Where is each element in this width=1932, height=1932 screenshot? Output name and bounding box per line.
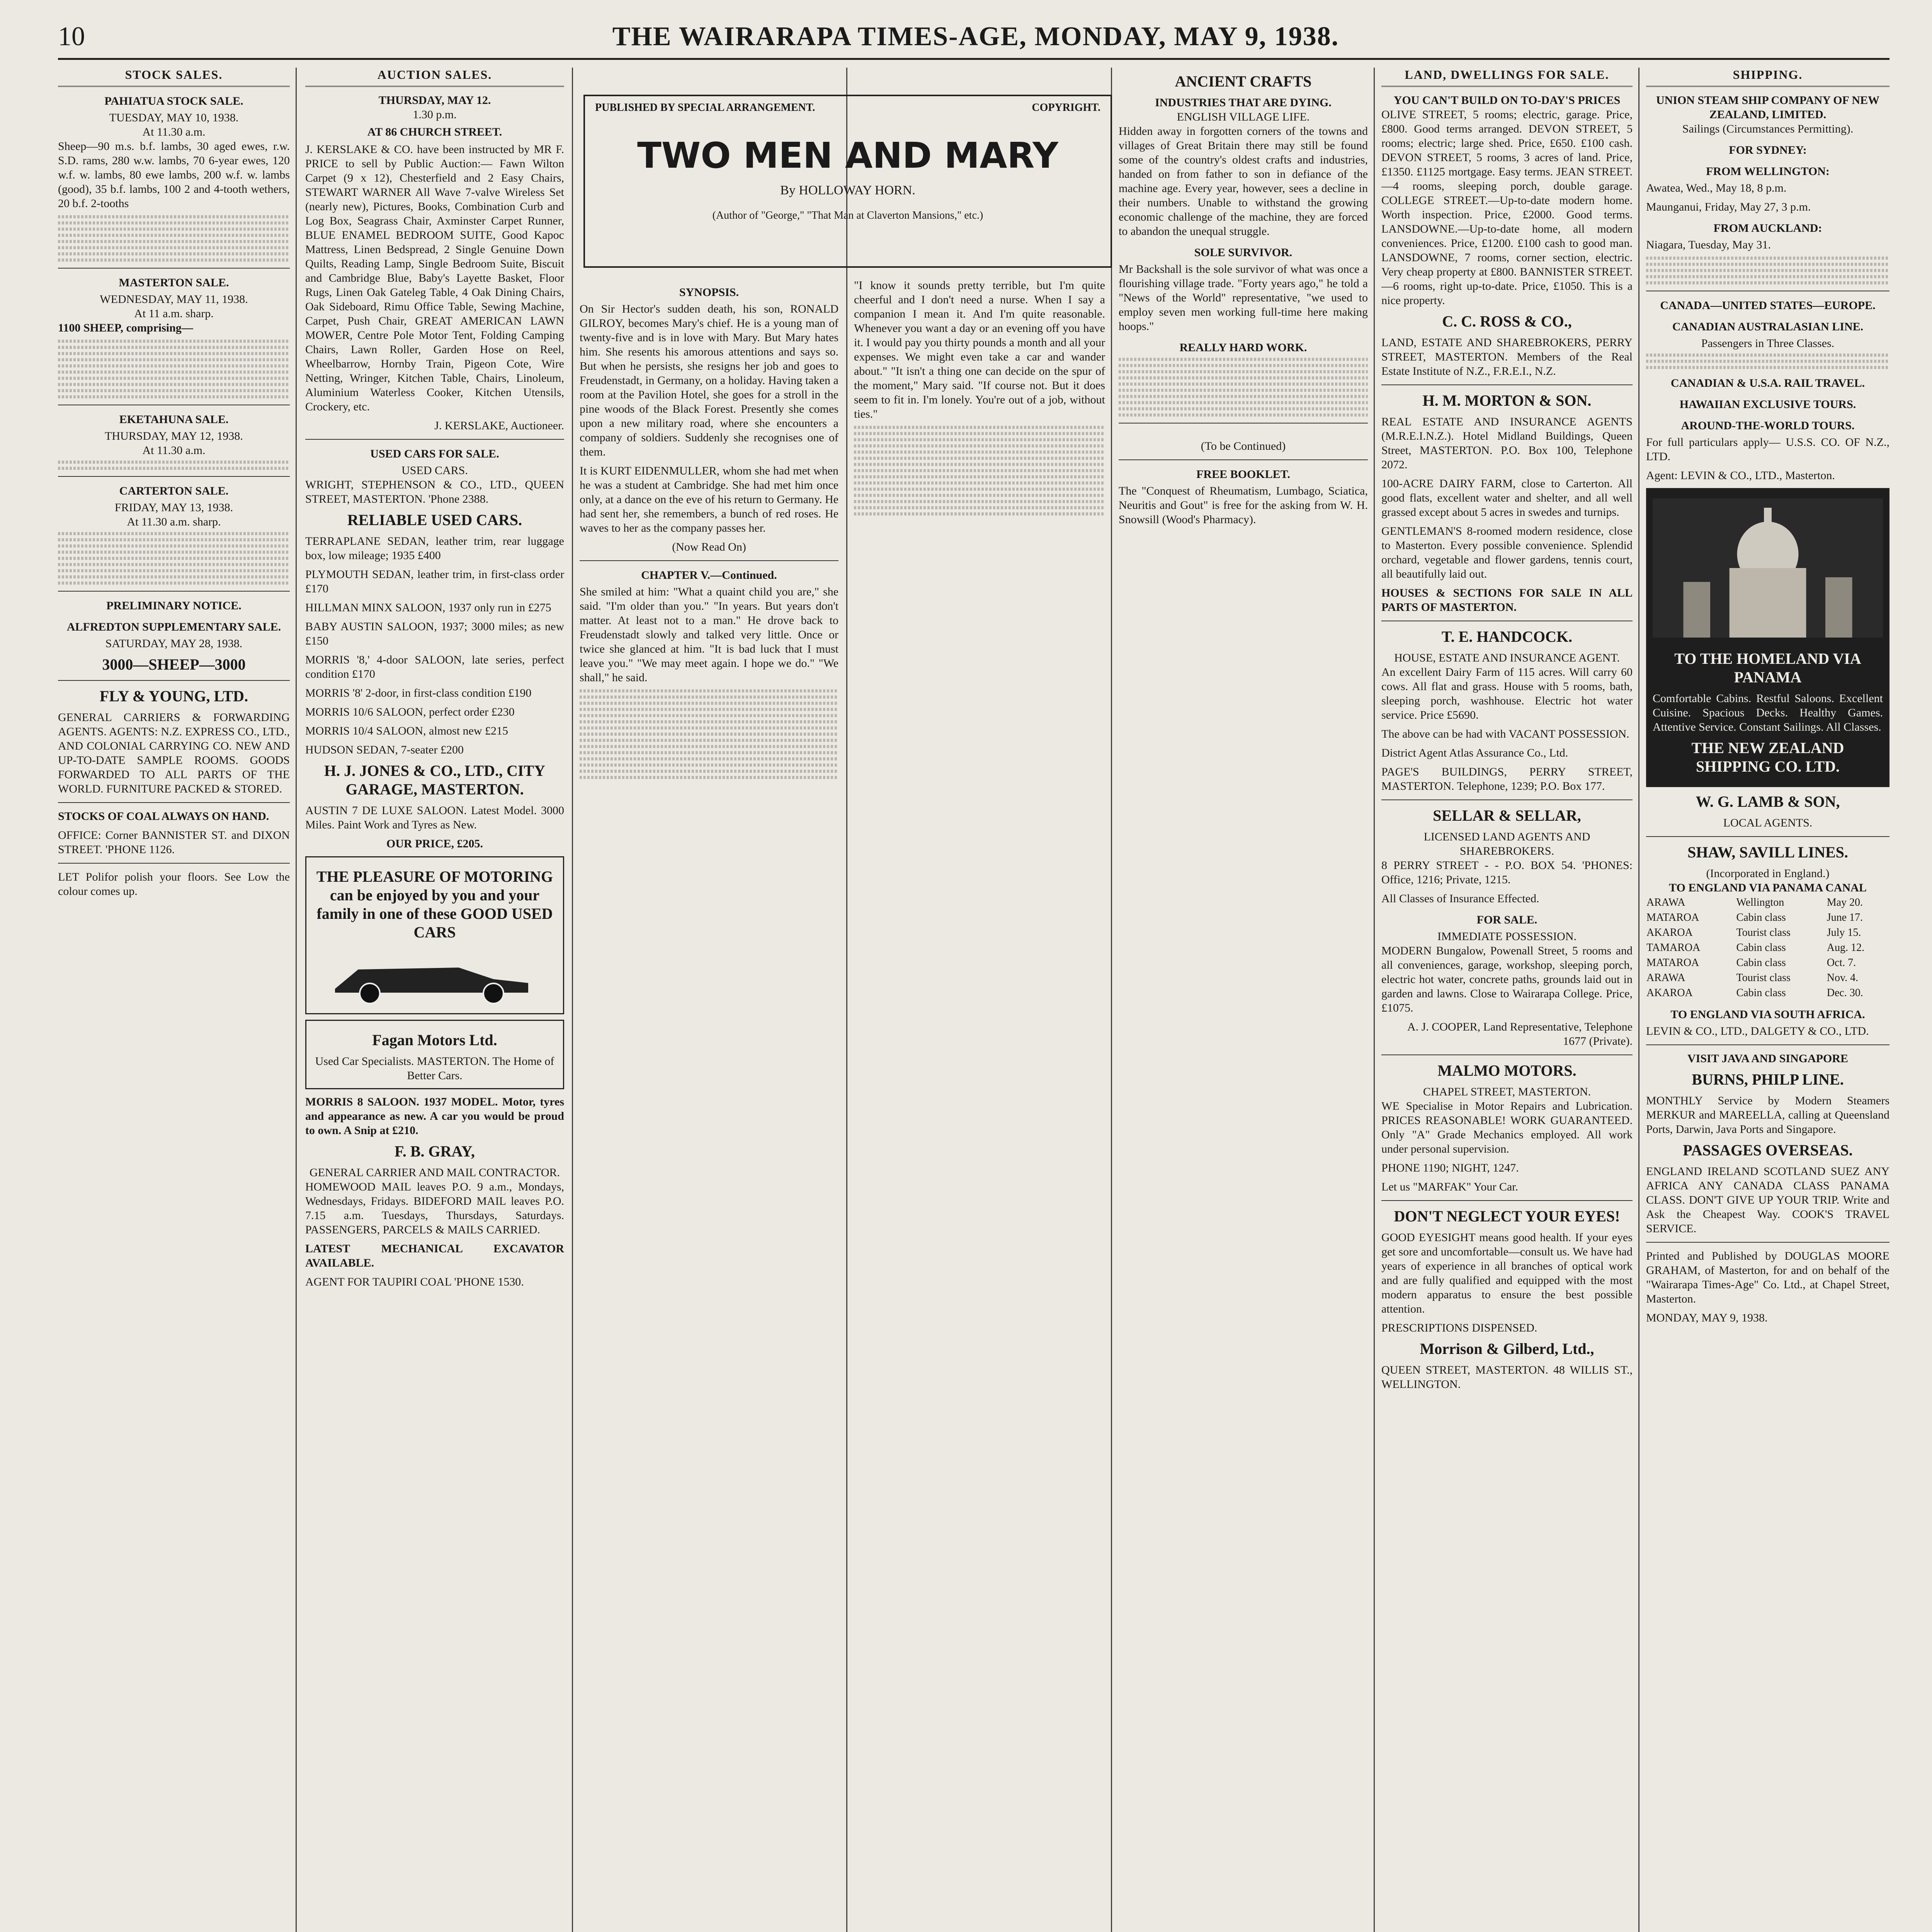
london-skyline-illustration — [1653, 498, 1883, 638]
handcock-body: An excellent Dairy Farm of 115 acres. Will carry 60 cows. All flat and grass. House with 5 rooms, bath, sleeping porch, washhouse. Electric hot water service. Price £5690. — [1381, 666, 1633, 721]
story-column-1 — [580, 278, 838, 1932]
ship-name: AKAROA — [1646, 987, 1693, 999]
copyright-note: COPYRIGHT. — [1032, 102, 1100, 114]
for-sale: FOR SALE. — [1476, 913, 1537, 926]
ship-date: May 20. — [1827, 896, 1863, 908]
fb-gray-sub: GENERAL CARRIER AND MAIL CONTRACTOR. — [309, 1166, 560, 1179]
car-item: MORRIS 10/4 SALOON, almost new £215 — [305, 724, 509, 737]
car-item: MORRIS 10/6 SALOON, perfect order £230 — [305, 706, 515, 718]
hawaiian-tours: HAWAIIAN EXCLUSIVE TOURS. — [1679, 398, 1856, 411]
immediate-possession: IMMEDIATE POSSESSION. — [1437, 930, 1577, 943]
austin-ad: AUSTIN 7 DE LUXE SALOON. Latest Model. 3000 Miles. Paint Work and Tyres as New. — [305, 804, 564, 831]
pages-buildings: PAGE'S BUILDINGS, PERRY STREET, MASTERTON. Telephone, 1239; P.O. Box 177. — [1381, 765, 1633, 793]
table-row — [1646, 970, 1889, 985]
pahiatua-time: At 11.30 a.m. — [142, 126, 206, 138]
pahiatua-items: Sheep—90 m.s. b.f. lambs, 30 aged ewes, r.w. S.D. rams, 280 w.w. lambs, 70 6-year ewes, 120 w.f. w. lambs, 80 ewe lambs, 200 w.f. w. lambs (good), 35 b.f. lambs, 100 2 and 4-tooth wethers, 20 b.f. 2-tooths — [58, 140, 290, 210]
fly-young-body: GENERAL CARRIERS & FORWARDING AGENTS. AGENTS: N.Z. EXPRESS CO., LTD., AND COLONIAL CARRYING CO. NEW AND UP-TO-DATE SAMPLE ROOMS. GOODS FORWARDED TO ALL PARTS OF THE WORLD. FURNITURE PACKED & STORED. — [58, 711, 290, 795]
pleasure-of-motoring-ad — [305, 856, 564, 1014]
pahiatua-title: PAHIATUA STOCK SALE. — [104, 95, 243, 107]
malmo-title: MALMO MOTORS. — [1437, 1062, 1577, 1079]
eketahuna-date: THURSDAY, MAY 12, 1938. — [105, 430, 243, 442]
three-classes: Passengers in Three Classes. — [1701, 337, 1835, 350]
carterton-title: CARTERTON SALE. — [119, 485, 229, 497]
car-illustration — [312, 946, 544, 1004]
crafts-sub-2: ENGLISH VILLAGE LIFE. — [1177, 111, 1310, 123]
fb-gray-title: F. B. GRAY, — [395, 1143, 475, 1160]
ship-class: Tourist class — [1736, 972, 1791, 984]
chapter-heading: CHAPTER V.—Continued. — [641, 569, 777, 582]
coal-notice: STOCKS OF COAL ALWAYS ON HAND. — [58, 810, 269, 823]
nzsc-title: THE NEW ZEALAND SHIPPING CO. LTD. — [1691, 739, 1844, 775]
passages-body: ENGLAND IRELAND SCOTLAND SUEZ ANY AFRICA ANY CANADA CLASS PANAMA CLASS. DON'T GIVE UP YOUR TRIP. Write and Ask the Cheapest Way. COOK'S TRAVEL SERVICE. — [1646, 1165, 1889, 1235]
ship-name: AKAROA — [1646, 927, 1693, 939]
eketahuna-title: EKETAHUNA SALE. — [119, 413, 229, 426]
shaw-sub: (Incorporated in England.) — [1706, 867, 1830, 880]
burns-body: MONTHLY Service by Modern Steamers MERKUR and MAREELLA, calling at Queensland Ports, Darwin, Java Ports and Singapore. — [1646, 1094, 1889, 1136]
serial-author-note: (Author of "George," "That Man at Claverton Mansions," etc.) — [712, 209, 983, 221]
taupiri-coal: AGENT FOR TAUPIRI COAL 'PHONE 1530. — [305, 1276, 524, 1288]
table-row — [1646, 955, 1889, 970]
carterton-time: At 11.30 a.m. sharp. — [127, 515, 221, 528]
homeland-title: TO THE HOMELAND VIA PANAMA — [1674, 650, 1861, 686]
table-row — [1646, 910, 1889, 925]
from-auckland: FROM AUCKLAND: — [1713, 222, 1822, 235]
chapter-text: She smiled at him: "What a quaint child you are," she said. "I'm older than you." "In years. But years don't matter. At least not to a man." He drove back to Freudenstadt slowly and talked very little. Once or twice she glanced at him. "It is bad luck that I must leave you." "We may meet again. I hope we do." "We shall," he said. — [580, 585, 838, 684]
column-rule — [572, 68, 573, 1932]
malmo-phone: PHONE 1190; NIGHT, 1247. — [1381, 1162, 1519, 1174]
union-company: UNION STEAM SHIP COMPANY OF NEW ZEALAND, LIMITED. — [1656, 94, 1880, 121]
particulars: For full particulars apply— U.S.S. CO. OF N.Z., LTD. — [1646, 436, 1889, 463]
ship-name: ARAWA — [1646, 972, 1685, 984]
district-agent: District Agent Atlas Assurance Co., Ltd. — [1381, 747, 1568, 759]
niagara-sailing: Niagara, Tuesday, May 31. — [1646, 238, 1771, 251]
maunganui-sailing: Maunganui, Friday, May 27, 3 p.m. — [1646, 201, 1811, 213]
table-row — [1646, 925, 1889, 940]
morton-title: H. M. MORTON & SON. — [1422, 392, 1592, 409]
ship-date: Dec. 30. — [1827, 987, 1863, 999]
hj-jones: H. J. JONES & CO., LTD., CITY GARAGE, MASTERTON. — [324, 762, 545, 798]
ship-date: Oct. 7. — [1827, 957, 1856, 969]
canadian-line: CANADIAN AUSTRALASIAN LINE. — [1672, 320, 1864, 333]
dairy-farm: 100-ACRE DAIRY FARM, close to Carterton. All good flats, excellent water and shelter, and all well grassed except about 5 acres in swedes and turnips. — [1381, 477, 1633, 519]
table-row — [1646, 940, 1889, 955]
masterton-sale-title: MASTERTON SALE. — [119, 276, 229, 289]
auction-place: AT 86 CHURCH STREET. — [367, 126, 502, 138]
ship-class: Cabin class — [1736, 987, 1786, 999]
masterton-sale-date: WEDNESDAY, MAY 11, 1938. — [100, 293, 248, 306]
sellar-address: 8 PERRY STREET - - P.O. BOX 54. 'PHONES: Office, 1216; Private, 1215. — [1381, 859, 1633, 886]
ship-class: Tourist class — [1736, 927, 1791, 939]
marfak: Let us "MARFAK" Your Car. — [1381, 1180, 1518, 1193]
sailing-table — [1646, 895, 1889, 1000]
mail-schedule: HOMEWOOD MAIL leaves P.O. 9 a.m., Mondays, Wednesdays, Fridays. BIDEFORD MAIL leaves P.O. 7.15 a.m. Tuesdays, Thursdays, Saturdays. PASSENGERS, PARCELS & MAILS CARRIED. — [305, 1180, 564, 1236]
to-england-panama: TO ENGLAND VIA PANAMA CANAL — [1669, 881, 1867, 894]
handcock-sub: HOUSE, ESTATE AND INSURANCE AGENT. — [1394, 651, 1620, 664]
sole-survivor-heading: SOLE SURVIVOR. — [1194, 246, 1293, 259]
malmo-body: WE Specialise in Motor Repairs and Lubrication. PRICES REASONABLE! WORK GUARANTEED. Only "A" Grade Mechanics employed. All work under personal supervision. — [1381, 1100, 1633, 1155]
car-item: MORRIS '8' 2-door, in first-class condition £190 — [305, 687, 532, 699]
ross-sub: LAND, ESTATE AND SHAREBROKERS, PERRY STREET, MASTERTON. Members of the Real Estate Institute of N.Z., F.R.E.I., N.Z. — [1381, 336, 1633, 378]
auction-body: J. KERSLAKE & CO. have been instructed by MR F. PRICE to sell by Public Auction:— Fawn Wilton Carpet (9 x 12), Chesterfield and 2 Easy Chairs, STEWART WARNER All Wave 7-valve Wireless Set (nearly new), Pictures, Books, Combination Curb and Log Box, Seagrass Chair, Axminster Carpet Runner, BLUE ENAMEL BEDROOM SUITE, Good Kapoc Mattress, Linen Bedspread, 2 Single Genuine Down Quilts, Reading Lamp, Single Bedroom Suite, Biscuit and Cambridge Blue, Baby's Layette Basket, Floor Rugs, Linen Oak Gateleg Table, 4 Oak Dining Chairs, Oak Sideboard, Rimu Office Table, Sewing Machine, Carpet, Push Chair, GREAT AMERICAN LAWN MOWER, Centre Pole Motor Tent, Folding Camping Chairs, Lawn Roller, Garden Hose on Reel, Wheelbarrow, Hornby Train, Pigeon Cote, Wire Netting, Wringer, Kitchen Table, Chairs, Linoleum, Aluminium Waterless Cooker, Kitchen Utensils, Crockery, etc. — [305, 143, 564, 413]
eyes-title: DON'T NEGLECT YOUR EYES! — [1394, 1208, 1620, 1225]
property-list: OLIVE STREET, 5 rooms; electric, garage. Price, £800. Good terms arranged. DEVON STREET, 5 rooms; electric; large shed. Price, £650. £100 cash. DEVON STREET, 5 rooms, 3 acres of land. Price, £1350. £1125 mortgage. Easy terms. JEAN STREET.—4 rooms, sleeping porch, double garage. COLLEGE STREET.—Up-to-date modern home. Worth inspection. Price, £2000. Good terms. LANSDOWNE.—Up-to-date home, all modern conveniences. Price, £1200. £100 cash to good man. LANSDOWNE, 7 rooms, corner section, electric. Very cheap property at £800. BANNISTER STREET.—6 rooms, right up-to-date. Price, £1050. This is a nice property. — [1381, 108, 1633, 307]
column-rule — [846, 68, 847, 1932]
car-item: MORRIS '8,' 4-door SALOON, late series, perfect condition £170 — [305, 653, 564, 680]
pahiatua-date: TUESDAY, MAY 10, 1938. — [109, 111, 239, 124]
masthead — [58, 15, 1889, 60]
alfredton-sheep: 3000—SHEEP—3000 — [102, 656, 246, 673]
auction-column — [305, 68, 564, 1932]
bungalow: MODERN Bungalow, Powenall Street, 5 rooms and all conveniences, garage, workshop, sleeping porch, electric hot water, concrete paths, grounds laid out in garden and lawns. Close to Wairarapa College. Price, £1075. — [1381, 944, 1633, 1014]
car-item: TERRAPLANE SEDAN, leather trim, rear luggage box, low mileage; 1935 £400 — [305, 535, 564, 562]
gentleman-residence: GENTLEMAN'S 8-roomed modern residence, close to Masterton. Every possible convenience. Splendid orchard, vegetable and flower gardens, tennis court, all beautifully laid out. — [1381, 525, 1633, 580]
fly-young-title: FLY & YOUNG, LTD. — [99, 687, 248, 705]
fagan-title: Fagan Motors Ltd. — [372, 1031, 497, 1049]
around-world: AROUND-THE-WORLD TOURS. — [1681, 419, 1855, 432]
cant-build: YOU CAN'T BUILD ON TO-DAY'S PRICES — [1393, 94, 1621, 107]
ship-date: Aug. 12. — [1827, 942, 1864, 954]
imprint-date: MONDAY, MAY 9, 1938. — [1646, 1311, 1768, 1324]
eketahuna-time: At 11.30 a.m. — [142, 444, 206, 457]
used-cars-sub: USED CARS. — [401, 464, 468, 477]
homeland-ad — [1646, 488, 1889, 787]
for-sydney: FOR SYDNEY: — [1729, 144, 1807, 156]
ross-title: C. C. ROSS & CO., — [1442, 313, 1572, 330]
page-number: 10 — [58, 22, 85, 51]
morrison-address: QUEEN STREET, MASTERTON. 48 WILLIS ST., WELLINGTON. — [1381, 1364, 1633, 1391]
morton-sub: REAL ESTATE AND INSURANCE AGENTS (M.R.E.I.N.Z.). Hotel Midland Buildings, Queen Street, MASTERTON. P.O. Box 100, Telephone 2072. — [1381, 415, 1633, 471]
shipping-column — [1646, 68, 1889, 1932]
synopsis-text: On Sir Hector's sudden death, his son, RONALD GILROY, becomes Mary's chief. He is a young man of twenty-five and is in love with Mary. But Mary hates him. She resents his amorous attentions and says so. But when he persists, she resigns her job and goes to Freudenstadt, in Germany, on a holiday. Having taken a room at the Pavilion Hotel, she goes for a stroll in the pine woods of the Black Forest. Presently she comes upon a new military road, where she encounters a company of soldiers. Suddenly she recognises one of them. — [580, 303, 838, 458]
wright-stephenson: WRIGHT, STEPHENSON & CO., LTD., QUEEN STREET, MASTERTON. 'Phone 2388. — [305, 478, 564, 505]
to-be-continued: (To be Continued) — [1201, 440, 1286, 452]
serial-byline: By HOLLOWAY HORN. — [780, 183, 915, 197]
synopsis-heading: SYNOPSIS. — [679, 286, 739, 299]
awatea-sailing: Awatea, Wed., May 18, 8 p.m. — [1646, 182, 1787, 194]
coal-office: OFFICE: Corner BANNISTER ST. and DIXON STREET. 'PHONE 1126. — [58, 829, 290, 856]
crafts-heading: ANCIENT CRAFTS — [1175, 73, 1312, 90]
morrison-title: Morrison & Gilberd, Ltd., — [1420, 1340, 1594, 1357]
serial-title: TWO MEN AND MARY — [637, 135, 1058, 176]
malmo-address: CHAPEL STREET, MASTERTON. — [1423, 1085, 1591, 1098]
levin-dalgety: LEVIN & CO., LTD., DALGETY & CO., LTD. — [1646, 1025, 1869, 1037]
alfredton-title: ALFREDTON SUPPLEMENTARY SALE. — [66, 621, 281, 633]
prescriptions: PRESCRIPTIONS DISPENSED. — [1381, 1321, 1537, 1334]
burns-philp: BURNS, PHILP LINE. — [1692, 1071, 1844, 1088]
ship-name: MATAROA — [1646, 957, 1699, 969]
car-item: BABY AUSTIN SALOON, 1937; 3000 miles; as new £150 — [305, 620, 564, 647]
column-rule — [1374, 68, 1375, 1932]
car-item: PLYMOUTH SEDAN, leather trim, in first-class order £170 — [305, 568, 564, 595]
table-row — [1646, 895, 1889, 910]
free-booklet-heading: FREE BOOKLET. — [1196, 468, 1290, 481]
ship-date: July 15. — [1827, 927, 1861, 939]
car-item: HUDSON SEDAN, 7-seater £200 — [305, 743, 464, 756]
sellar-insurance: All Classes of Insurance Effected. — [1381, 892, 1539, 905]
alfredton-date: SATURDAY, MAY 28, 1938. — [105, 637, 243, 650]
auctioneer: J. KERSLAKE, Auctioneer. — [434, 419, 564, 432]
excavator: LATEST MECHANICAL EXCAVATOR AVAILABLE. — [305, 1242, 564, 1269]
ship-date: Nov. 4. — [1827, 972, 1859, 984]
fagan-motors-ad — [305, 1020, 564, 1089]
column-rule — [1111, 68, 1112, 1932]
java-heading: VISIT JAVA AND SINGAPORE — [1687, 1052, 1848, 1065]
free-booklet-text: The "Conquest of Rheumatism, Lumbago, Sciatica, Neuritis and Gout" is free for the asking from W. H. Snowsill (Wood's Pharmacy). — [1119, 485, 1368, 526]
stock-sales-column — [58, 68, 290, 1932]
now-read-on: (Now Read On) — [672, 541, 746, 553]
ship-class: Cabin class — [1736, 912, 1786, 923]
shipping-heading: SHIPPING. — [1646, 68, 1889, 87]
table-row — [1646, 985, 1889, 1000]
canada-heading: CANADA—UNITED STATES—EUROPE. — [1660, 299, 1876, 312]
shipping-agent: Agent: LEVIN & CO., LTD., Masterton. — [1646, 469, 1835, 482]
sole-survivor-body: Mr Backshall is the sole survivor of what was once a flourishing village trade. "Forty years ago," he told a "News of the World" representative, "we used to employ seven men working full-time here making hoops." — [1119, 263, 1368, 333]
morris8-ad: MORRIS 8 SALOON. 1937 MODEL. Motor, tyres and appearance as new. A car you would be proud to own. A Snip at £210. — [305, 1095, 564, 1137]
handcock-title: T. E. HANDCOCK. — [1441, 628, 1573, 645]
cooper: A. J. COOPER, Land Representative, Telephone 1677 (Private). — [1407, 1020, 1633, 1048]
land-heading: LAND, DWELLINGS FOR SALE. — [1381, 68, 1633, 87]
crafts-sub: INDUSTRIES THAT ARE DYING. — [1155, 96, 1332, 109]
preliminary-notice: PRELIMINARY NOTICE. — [106, 599, 242, 612]
auction-heading: AUCTION SALES. — [305, 68, 564, 87]
synopsis-text-2: It is KURT EIDENMULLER, whom she had met when he was a student at Cambridge. She had met him once only, at a dance on the eve of his return to Germany. He had sent her, she remembers, a bunch of red roses. He waves to her as the company passes her. — [580, 464, 838, 534]
stock-sales-heading: STOCK SALES. — [58, 68, 290, 87]
our-price: OUR PRICE, £205. — [386, 837, 483, 850]
column-rule — [1638, 68, 1639, 1932]
ship-name: ARAWA — [1646, 896, 1685, 908]
used-cars-heading: USED CARS FOR SALE. — [370, 447, 499, 460]
fagan-sub: Used Car Specialists. MASTERTON. The Home of Better Cars. — [315, 1055, 554, 1082]
car-item: HILLMAN MINX SALOON, 1937 only run in £275 — [305, 601, 551, 614]
masterton-sheep-lead: 1100 SHEEP, comprising— — [58, 321, 193, 334]
vacant-possession: The above can be had with VACANT POSSESSION. — [1381, 728, 1629, 740]
local-agents: LOCAL AGENTS. — [1723, 816, 1813, 829]
eyes-body: GOOD EYESIGHT means good health. If your eyes get sore and uncomfortable—consult us. We have had years of experience in all branches of optical work and are fully qualified and equipped with the most modern apparatus to ensure the best possible attention. — [1381, 1231, 1633, 1315]
car-list — [305, 534, 564, 757]
sellar-title: SELLAR & SELLAR, — [1433, 807, 1581, 824]
ship-class: Cabin class — [1736, 957, 1786, 969]
passages-overseas: PASSAGES OVERSEAS. — [1683, 1141, 1853, 1159]
sellar-sub: LICENSED LAND AGENTS AND SHAREBROKERS. — [1423, 830, 1590, 857]
polifor-ad: LET Polifor polish your floors. See Low the colour comes up. — [58, 871, 290, 898]
union-sub: Sailings (Circumstances Permitting). — [1682, 122, 1854, 135]
crafts-column — [1119, 68, 1368, 1932]
rail-travel: CANADIAN & U.S.A. RAIL TRAVEL. — [1670, 377, 1865, 389]
shaw-savill: SHAW, SAVILL LINES. — [1687, 844, 1848, 861]
serial-banner — [583, 95, 1112, 268]
homeland-sub: Comfortable Cabins. Restful Saloons. Excellent Cuisine. Spacious Decks. Healthy Games. Attentive Service. Constant Sailings. All Classes. — [1653, 692, 1883, 733]
newspaper-title: THE WAIRARAPA TIMES-AGE, MONDAY, MAY 9, 1938. — [612, 22, 1339, 51]
column-rule — [296, 68, 297, 1932]
reliable-cars-title: RELIABLE USED CARS. — [347, 511, 522, 529]
ship-class: Cabin class — [1736, 942, 1786, 954]
from-wellington: FROM WELLINGTON: — [1706, 165, 1830, 178]
auction-date: THURSDAY, MAY 12. — [378, 94, 491, 107]
south-africa: TO ENGLAND VIA SOUTH AFRICA. — [1670, 1008, 1865, 1021]
land-column — [1381, 68, 1633, 1932]
imprint: Printed and Published by DOUGLAS MOORE GRAHAM, of Masterton, for and on behalf of the "Wairarapa Times-Age" Co. Ltd., at Chapel Street, Masterton. — [1646, 1250, 1889, 1305]
ship-name: MATAROA — [1646, 912, 1699, 923]
ship-name: TAMAROA — [1646, 942, 1701, 954]
ship-date: June 17. — [1827, 912, 1863, 923]
wg-lamb: W. G. LAMB & SON, — [1696, 793, 1840, 810]
story-continuation: "I know it sounds pretty terrible, but I'm quite cheerful and I don't need a nurse. When I say a companion I mean it. And I'm quite reasonable. Whenever you want a day or an evening off you have it. I would pay you thirty pounds a month and all your expenses. We might even take a car and wander about." "It isn't a thing one can decide on the spur of the moment," Mary said. "If course not. But it does seem to fit in. I'm lonely. You're out of a job, without ties." — [854, 279, 1105, 420]
hard-work-heading: REALLY HARD WORK. — [1179, 341, 1307, 354]
story-column-2 — [854, 278, 1105, 1932]
auction-time: 1.30 p.m. — [413, 108, 457, 121]
published-note: PUBLISHED BY SPECIAL ARRANGEMENT. — [595, 102, 815, 114]
masterton-sale-time: At 11 a.m. sharp. — [134, 307, 214, 320]
carterton-date: FRIDAY, MAY 13, 1938. — [114, 501, 233, 514]
crafts-body: Hidden away in forgotten corners of the towns and villages of Great Britain there may still be found some of the country's oldest crafts and industries, handed on from father to son in defiance of the machine age. Every year, however, sees a decline in their numbers. Unable to withstand the growing economic challenge of the machine, they are forced to abandon the unequal struggle. — [1119, 125, 1368, 238]
houses-sections: HOUSES & SECTIONS FOR SALE IN ALL PARTS OF MASTERTON. — [1381, 587, 1633, 614]
ship-class: Wellington — [1736, 896, 1784, 908]
pleasure-text: THE PLEASURE OF MOTORING can be enjoyed by you and your family in one of these GOOD USED CARS — [316, 868, 553, 941]
